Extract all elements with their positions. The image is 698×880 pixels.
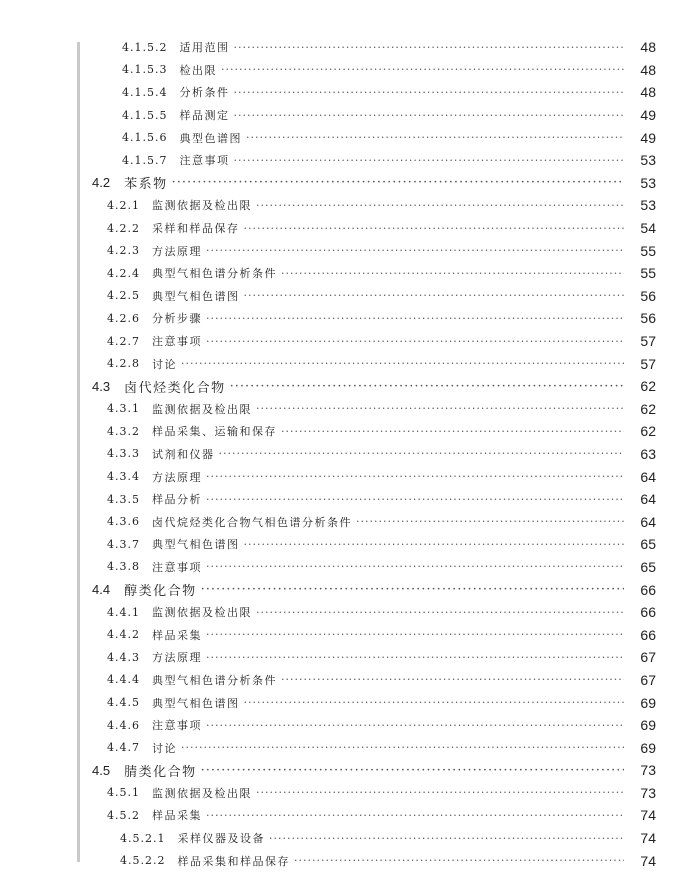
toc-entry-title: 监测依据及检出限: [152, 402, 252, 416]
toc-entry-number: 4.3: [92, 378, 111, 394]
toc-entry-page: 67: [640, 649, 656, 666]
toc-entry-number: 4.5.2.1: [120, 831, 166, 845]
toc-entry[interactable]: [0, 533, 698, 556]
toc-entry-page: 55: [640, 242, 656, 259]
toc-entry[interactable]: [0, 623, 698, 646]
toc-entry-title: 样品采集: [152, 809, 202, 823]
toc-entry[interactable]: [0, 849, 698, 872]
toc-entry-title: 检出限: [179, 63, 217, 77]
toc-entry-title: 样品采集、运输和保存: [152, 425, 277, 439]
toc-entry-title: 典型气相色谱分析条件: [152, 673, 277, 687]
toc-dot-leader: [233, 86, 624, 99]
toc-entry-page: 48: [640, 61, 656, 78]
toc-entry[interactable]: [0, 669, 698, 692]
toc-entry[interactable]: [0, 488, 698, 511]
toc-entry-title: 讨论: [152, 741, 177, 755]
toc-dot-leader: [256, 786, 624, 799]
toc-entry[interactable]: [0, 736, 698, 759]
toc-dot-leader: [230, 379, 624, 394]
toc-dot-leader: [172, 175, 624, 190]
toc-entry-page: 64: [640, 468, 656, 485]
toc-entry-title: 注意事项: [152, 719, 202, 733]
toc-entry[interactable]: [0, 307, 698, 330]
toc-entry-title: 注意事项: [152, 560, 202, 574]
toc-dot-leader: [221, 63, 624, 76]
toc-dot-leader: [256, 199, 624, 212]
toc-entry-number: 4.4.7: [107, 741, 140, 755]
toc-entry-number: 4.2.6: [107, 311, 140, 325]
toc-dot-leader: [246, 131, 624, 144]
toc-entry[interactable]: [0, 691, 698, 714]
toc-entry-number: 4.3.6: [107, 515, 140, 529]
toc-entry-number: 4.3.1: [107, 402, 140, 416]
toc-entry-page: 73: [640, 784, 656, 801]
toc-entry-number: 4.4.3: [107, 650, 140, 664]
toc-entry-title: 分析步骤: [152, 312, 202, 326]
toc-dot-leader: [206, 335, 624, 348]
toc-dot-leader: [201, 582, 624, 597]
toc-entry-page: 62: [640, 378, 656, 395]
toc-entry-title: 方法原理: [152, 244, 202, 258]
toc-entry-title: 样品测定: [179, 109, 230, 123]
toc-entry-number: 4.4.4: [107, 673, 140, 687]
toc-entry-page: 74: [640, 807, 656, 824]
toc-entry[interactable]: [0, 149, 698, 172]
toc-entry-number: 4.4.1: [107, 605, 140, 619]
toc-entry-title: 监测依据及检出限: [152, 606, 252, 620]
toc-entry-number: 4.2.3: [107, 244, 140, 258]
toc-dot-leader: [206, 651, 624, 664]
toc-dot-leader: [244, 538, 625, 551]
toc-entry-page: 74: [640, 830, 656, 847]
toc-entry-page: 69: [640, 717, 656, 734]
toc-entry[interactable]: [0, 217, 698, 240]
toc-entry[interactable]: [0, 375, 698, 398]
toc-dot-leader: [206, 628, 624, 641]
toc-entry-title: 典型气相色谱图: [152, 289, 240, 303]
toc-entry[interactable]: [0, 556, 698, 579]
toc-entry-title: 样品分析: [152, 493, 202, 507]
toc-entry-page: 48: [640, 39, 656, 56]
toc-entry-page: 64: [640, 513, 656, 530]
toc-entry-title: 典型气相色谱图: [152, 696, 240, 710]
toc-entry-number: 4.2.4: [107, 266, 140, 280]
toc-entry-page: 66: [640, 581, 656, 598]
toc-entry-title: 采样仪器及设备: [177, 832, 265, 846]
toc-entry-number: 4.2.5: [107, 289, 140, 303]
toc-entry-title: 苯系物: [124, 177, 168, 193]
toc-entry-page: 74: [640, 852, 656, 869]
toc-entry-number: 4.2.2: [107, 221, 140, 235]
toc-entry-title: 腈类化合物: [124, 764, 197, 780]
toc-entry-title: 采样和样品保存: [152, 222, 240, 236]
toc-entry-number: 4.3.2: [107, 424, 140, 438]
toc-entry[interactable]: [0, 352, 698, 375]
toc-entry-page: 57: [640, 355, 656, 372]
toc-dot-leader: [269, 832, 624, 845]
toc-entry[interactable]: [0, 285, 698, 308]
toc-dot-leader: [206, 244, 624, 257]
toc-entry-number: 4.2: [92, 175, 111, 191]
toc-entry[interactable]: [0, 59, 698, 82]
toc-dot-leader: [294, 854, 624, 867]
toc-dot-leader: [244, 289, 625, 302]
toc-entry[interactable]: [0, 104, 698, 127]
toc-dot-leader: [206, 809, 624, 822]
toc-dot-leader: [206, 470, 624, 483]
toc-entry-number: 4.3.4: [107, 470, 140, 484]
toc-dot-leader: [201, 763, 624, 778]
toc-dot-leader: [206, 493, 624, 506]
toc-entry-page: 65: [640, 558, 656, 575]
toc-entry-page: 56: [640, 310, 656, 327]
toc-dot-leader: [206, 560, 624, 573]
toc-entry[interactable]: [0, 194, 698, 217]
toc-entry-number: 4.1.5.2: [122, 40, 168, 54]
toc-entry-page: 62: [640, 400, 656, 417]
toc-entry-page: 49: [640, 129, 656, 146]
toc-entry[interactable]: [0, 601, 698, 624]
toc-entry-page: 55: [640, 265, 656, 282]
toc-entry-page: 64: [640, 491, 656, 508]
table-of-contents: [0, 36, 698, 872]
toc-entry[interactable]: [0, 36, 698, 59]
toc-entry-number: 4.5.2: [107, 808, 140, 822]
toc-entry-title: 适用范围: [179, 41, 230, 55]
toc-dot-leader: [244, 222, 625, 235]
toc-entry-title: 讨论: [152, 357, 177, 371]
toc-entry-title: 方法原理: [152, 470, 202, 484]
toc-dot-leader: [281, 673, 624, 686]
toc-entry-title: 典型气相色谱图: [152, 538, 240, 552]
toc-entry-number: 4.4.5: [107, 696, 140, 710]
toc-entry-number: 4.3.5: [107, 492, 140, 506]
toc-entry-number: 4.1.5.7: [122, 153, 168, 167]
toc-entry[interactable]: [0, 172, 698, 195]
toc-entry-page: 62: [640, 423, 656, 440]
toc-entry-page: 66: [640, 626, 656, 643]
toc-entry-title: 分析条件: [179, 86, 230, 100]
toc-entry-title: 卤代烷烃类化合物气相色谱分析条件: [152, 515, 352, 529]
toc-entry[interactable]: [0, 443, 698, 466]
toc-entry[interactable]: [0, 81, 698, 104]
toc-entry-number: 4.4: [92, 582, 111, 598]
toc-entry-number: 4.2.8: [107, 357, 140, 371]
toc-entry-title: 注意事项: [179, 154, 230, 168]
toc-entry-title: 监测依据及检出限: [152, 199, 252, 213]
toc-entry-title: 注意事项: [152, 335, 202, 349]
toc-entry-title: 卤代烃类化合物: [124, 380, 226, 396]
toc-entry-page: 49: [640, 107, 656, 124]
toc-entry-number: 4.1.5.6: [122, 131, 168, 145]
toc-entry[interactable]: [0, 239, 698, 262]
toc-entry[interactable]: [0, 827, 698, 850]
toc-entry-number: 4.1.5.5: [122, 108, 168, 122]
toc-entry-number: 4.5.2.2: [120, 854, 166, 868]
toc-entry-number: 4.4.6: [107, 718, 140, 732]
toc-entry-title: 试剂和仪器: [152, 447, 215, 461]
toc-entry-number: 4.3.7: [107, 537, 140, 551]
toc-dot-leader: [206, 719, 624, 732]
toc-entry-page: 53: [640, 152, 656, 169]
toc-entry-number: 4.3.8: [107, 560, 140, 574]
toc-entry-title: 典型色谱图: [179, 131, 242, 145]
toc-dot-leader: [206, 312, 624, 325]
toc-entry-number: 4.4.2: [107, 628, 140, 642]
toc-dot-leader: [244, 696, 625, 709]
toc-entry-number: 4.2.1: [107, 198, 140, 212]
toc-entry[interactable]: [0, 714, 698, 737]
toc-entry-number: 4.5: [92, 762, 111, 778]
toc-dot-leader: [181, 741, 624, 754]
toc-entry[interactable]: [0, 759, 698, 782]
toc-entry-title: 方法原理: [152, 651, 202, 665]
toc-entry-title: 监测依据及检出限: [152, 786, 252, 800]
toc-entry-page: 65: [640, 536, 656, 553]
toc-entry[interactable]: [0, 646, 698, 669]
toc-entry-page: 54: [640, 220, 656, 237]
toc-dot-leader: [256, 402, 624, 415]
toc-entry-page: 69: [640, 739, 656, 756]
toc-dot-leader: [256, 606, 624, 619]
toc-entry-page: 53: [640, 197, 656, 214]
toc-dot-leader: [219, 447, 625, 460]
toc-entry[interactable]: [0, 782, 698, 805]
toc-dot-leader: [281, 425, 624, 438]
toc-entry-number: 4.1.5.4: [122, 85, 168, 99]
toc-entry-page: 63: [640, 445, 656, 462]
toc-entry-page: 69: [640, 694, 656, 711]
toc-entry-title: 典型气相色谱分析条件: [152, 267, 277, 281]
toc-entry-title: 样品采集和样品保存: [177, 854, 290, 868]
toc-dot-leader: [181, 357, 624, 370]
toc-entry[interactable]: [0, 804, 698, 827]
toc-entry[interactable]: [0, 465, 698, 488]
toc-dot-leader: [233, 109, 624, 122]
toc-entry-number: 4.2.7: [107, 334, 140, 348]
toc-dot-leader: [233, 154, 624, 167]
toc-entry[interactable]: [0, 510, 698, 533]
toc-dot-leader: [281, 267, 624, 280]
toc-entry-number: 4.3.3: [107, 447, 140, 461]
toc-dot-leader: [233, 41, 624, 54]
toc-entry-page: 66: [640, 604, 656, 621]
toc-entry[interactable]: [0, 126, 698, 149]
toc-entry-page: 53: [640, 174, 656, 191]
toc-entry-page: 57: [640, 333, 656, 350]
toc-entry[interactable]: [0, 330, 698, 353]
toc-entry[interactable]: [0, 578, 698, 601]
toc-entry-page: 56: [640, 287, 656, 304]
toc-entry-page: 67: [640, 671, 656, 688]
toc-entry-page: 48: [640, 84, 656, 101]
toc-entry[interactable]: [0, 262, 698, 285]
toc-entry-title: 醇类化合物: [124, 584, 197, 600]
toc-entry[interactable]: [0, 398, 698, 421]
toc-entry-title: 样品采集: [152, 628, 202, 642]
toc-entry-number: 4.5.1: [107, 786, 140, 800]
toc-entry-number: 4.1.5.3: [122, 63, 168, 77]
toc-dot-leader: [356, 515, 624, 528]
toc-entry[interactable]: [0, 420, 698, 443]
toc-entry-page: 73: [640, 762, 656, 779]
